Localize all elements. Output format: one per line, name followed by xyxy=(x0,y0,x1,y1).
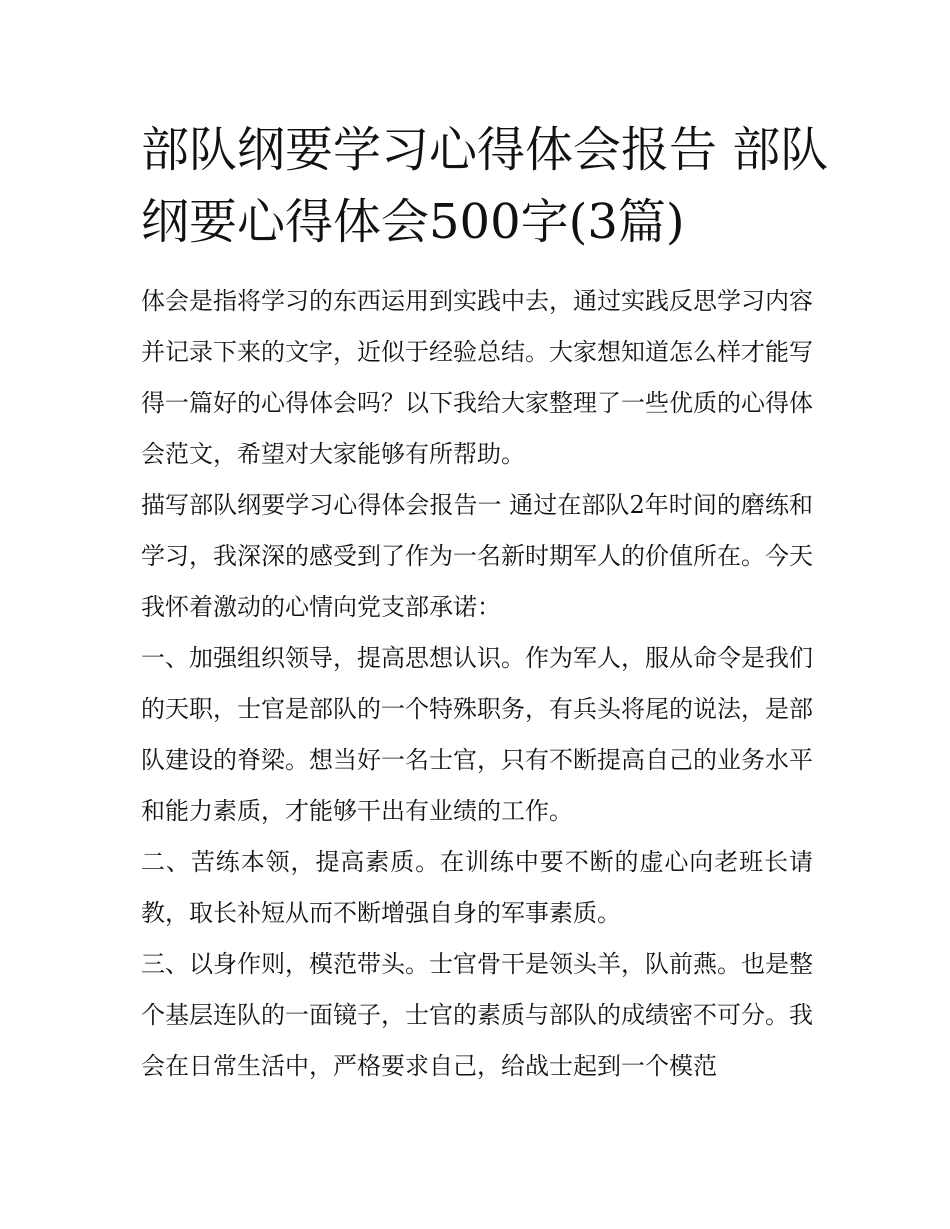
point-three-paragraph: 三、以身作则，模范带头。士官骨干是领头羊，队前燕。也是整个基层连队的一面镜子，士官的素质与部队的成绩密不可分。我会在日常生活中，严格要求自己，给战士起到一个模范 xyxy=(141,950,813,1080)
document-title: 部队纲要学习心得体会报告 部队纲要心得体会500字(3篇) xyxy=(141,122,829,250)
report-one-opening-paragraph: 描写部队纲要学习心得体会报告一 通过在部队2年时间的磨练和学习，我深深的感受到了作为一名新时期军人的价值所在。今天我怀着激动的心情向党支部承诺： xyxy=(141,491,813,621)
intro-paragraph: 体会是指将学习的东西运用到实践中去，通过实践反思学习内容并记录下来的文字，近似于经验总结。大家想知道怎么样才能写得一篇好的心得体会吗？以下我给大家整理了一些优质的心得体会范文，希望对大家能够有所帮助。 xyxy=(141,287,813,468)
point-two-paragraph: 二、苦练本领，提高素质。在训练中要不断的虚心向老班长请教，取长补短从而不断增强自身的军事素质。 xyxy=(141,848,813,927)
document-body xyxy=(141,276,813,1092)
point-one-paragraph: 一、加强组织领导，提高思想认识。作为军人，服从命令是我们的天职，士官是部队的一个特殊职务，有兵头将尾的说法，是部队建设的脊梁。想当好一名士官，只有不断提高自己的业务水平和能力素质，才能够干出有业绩的工作。 xyxy=(141,644,813,825)
